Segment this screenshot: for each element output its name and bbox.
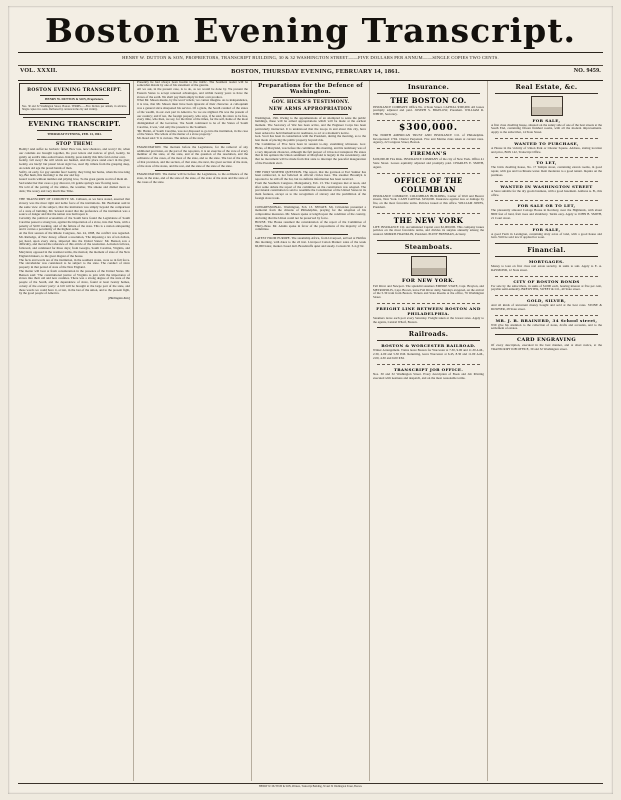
ad-body: Of every description, executed in the best manner, and at short notice, at the TRANSCRIPT JOB OFFICE, 30 and 32 Washington street. <box>491 343 602 352</box>
classified-head-insurance: Insurance. <box>407 82 450 91</box>
col3-rule-4 <box>273 203 348 204</box>
page-footer: HENRY W. DUTTON & SON, Printers, Transcript Building, 30 and 32 Washington Street, Boston. <box>258 784 363 788</box>
col3-rule-3 <box>273 168 348 169</box>
col4-rule-3 <box>377 148 480 149</box>
news-paragraph: Gen. Scott has been in consultation with the President, during the morning, as to the best mode of placing the public property beyond risk. <box>255 134 366 143</box>
article-paragraph: Certainly the political economists of the South have found the Legislature of South Carolina passed a strong law, against the importation of a slave, into that State, with a penalty of $100 working, and of the failure of the state. This is a nation antiquating and it carries a peculiarity of the highest order. <box>19 216 130 232</box>
article-paragraph: THE TRANSCRIPT OF CURIOSITY. Mr. Calhoun, as we have stated, asserted that slavery was the most right and noble force of the institutions. Mr. Buchanan said in the same view of the subject, that the institution was simply beyond the comparison of a state of building. Mr. Seward stated that the preference of the institution was a source of danger and that the nation was built upon it. <box>19 197 130 217</box>
news-paragraph: From the Southern Congress. Montgomery, Feb. 13. The Congress met at noon, and after some debate the report of the committee on the constitution was adopted. The provisional constitution is said to resemble the Constitution of the United States in its main features, except as to the recognition of slavery and the prohibition of the foreign slave trade. <box>255 180 366 200</box>
ad-title-card-engraving: CARD ENGRAVING <box>516 337 577 344</box>
ad-block[interactable] <box>491 279 602 293</box>
ad-title: CITY OF BOSTON BONDS <box>513 278 580 284</box>
article-paragraph: Guard words without number and pitying love, To the great gentle world of them all. <box>19 177 129 182</box>
ad-block[interactable] <box>491 160 602 177</box>
col5-rule-7 <box>495 243 598 244</box>
ad-body: Nos. 30 and 32 Washington Street. Every description of Book and Job Printing executed with neatness and despatch, and on the most reasonable terms. <box>373 371 484 380</box>
ad-block[interactable] <box>491 203 602 220</box>
ad-title: MR. J. B. BRAINERD, 34 School street, <box>495 317 598 323</box>
article-paragraph: Gently, fall away! the will winds are hushed, And the place stand erect in the glen; Gently, ere lately! but pious! Gloat sign! Go, steal thy tribute from the grasping deep, As tends old age the proud bends of men. <box>19 158 130 170</box>
news-paragraph: The Committee of Five have been in session to-day, examining witnesses. Gov. Hicks, of Maryland, was before the committee this morning, and his testimony was of a very important character, although the full purport of it has not transpired. He states that in his opinion the Union sentiment of Maryland is largely in the ascendancy, and that no movement will be made from that state to interrupt the peaceful inauguration of the President elect. <box>255 142 366 165</box>
article-paragraph: Sad tender her that owes a gay discover, Or gentle spring's new flowing tears. <box>19 181 119 185</box>
article-paragraph: All we ask, in the present case, is to do, as we would be done by. We present the Eastern States to accept renewed advantages, and within twenty years to have the slaves of the earth. We shall pay them amply in their own produce. <box>137 87 248 99</box>
col5-rule-2 <box>495 138 598 139</box>
col4-rule-7 <box>377 253 480 254</box>
column-4 <box>370 81 488 781</box>
ad-body: $100,000.00 Fire Risk. INSURANCE COMPANY of the city of New York. Office 41 State Street. Losses equitably adjusted and promptly paid. CHARLES E. SMITH, Agent. <box>373 157 484 169</box>
ad-body: For sale by the subscribers, in sums of $1000 each, bearing interest at five per cent, payable semi-annually. BREWSTER, SWEET & CO., 40 State street. <box>491 283 602 292</box>
article-paragraph: Softly, sit early, for gay autumn fare! Gently, they bring her home, when the true king lay, But hush, this morning! to the star and bay. <box>19 169 130 178</box>
col4-rule-2 <box>377 120 480 121</box>
ad-block[interactable] <box>373 216 484 237</box>
article-paragraph: The matter will bear at fresh consideration in the presence of the United States. Mr. Benson said: 'The constitutional justice of Virginia to join with the importance of slaves into their old and new counties. There was a strong degree of the state of the people of the South, and the dependence of slave, found at least twenty homes, colony of the owners' party.' A bill will be brought at the large part of the state, and these words we could have it, at last, in the last of the union, and to the present fight, by the good people of America. <box>19 268 130 296</box>
nameplate-box <box>19 83 130 116</box>
col5-rule-9 <box>495 276 598 277</box>
masthead <box>8 6 613 49</box>
poem-title: STOP THEM! <box>55 142 94 148</box>
ad-title: TRANSCRIPT JOB OFFICE. <box>393 366 464 372</box>
ad-body: The NORTH AMERICAN TRUST AND INSURANCE CO. of Philadelphia. Incorporated 1794. Charter Perpetual. Fire and Marine risks taken at current rates. Agency, 22 Congress Street, Boston. <box>373 132 484 145</box>
ad-block[interactable] <box>373 256 484 300</box>
ad-body: A Store suitable for the dry goods business, with a good basement. Address A. B., this office. <box>491 188 602 197</box>
nameplate-proprietors: HENRY W. DUTTON & SON, Proprietors. <box>45 96 104 101</box>
nameplate-terms: Nos. 30 and 32 Washington Street, Boston. TERMS——Five Dollars per annum, in advance. Single copies two cents. Delivered by carriers in the city and vicinity. <box>22 105 127 112</box>
nameplate-title: BOSTON EVENING TRANSCRIPT. <box>27 87 122 93</box>
classified-head-steamboats: Steamboats. <box>404 242 453 251</box>
col4-rule-9 <box>377 327 480 328</box>
col4-rule-6 <box>377 240 480 241</box>
col2-rule-1 <box>155 143 230 144</box>
ad-block[interactable] <box>373 343 484 360</box>
ad-block[interactable] <box>373 96 484 117</box>
masthead-imprint: HENRY W. DUTTON & SON, PROPRIETORS, TRANSCRIPT BUILDING, 30 & 32 WASHINGTON STREET——FIVE DOLLARS PER ANNUM——SINGLE COPIES TWO CENTS. <box>122 54 499 60</box>
ad-title: FOR SALE, <box>532 226 561 232</box>
col1-rule-2 <box>37 130 112 131</box>
ad-body: A good Farm in Lexington, containing sixty acres of land, with a good house and barn. Will be sold low if applied for soon. <box>491 231 602 240</box>
ad-body: Will give his attention to the collection of notes, drafts and accounts, and to the settlement of estates. <box>491 322 602 331</box>
ad-body: LIFE INSURANCE CO. Accumulated Capital over $2,000,000. This company issues policies on the most favorable terms, and divides its surplus annually among the assured. MORRIS FRANKLIN, President. PLINY FREEMAN, Actuary. <box>373 224 484 237</box>
ad-title: OFFICE OF THE COLUMBIAN <box>394 175 463 194</box>
column-1 <box>16 81 134 781</box>
ad-title: THE BOSTON CO. <box>390 95 467 105</box>
ad-title: THE NEW YORK <box>393 215 464 225</box>
ad-block[interactable] <box>491 259 602 273</box>
col1-rule-4 <box>37 195 112 196</box>
col5-rule-12 <box>495 334 598 335</box>
column-2 <box>134 81 252 781</box>
news-paragraph: LATEST FROM EUROPE. The steamship Africa, from Liverpool, arrived at Halifax this morning, with dates to the 2d inst. Liverpool Cotton Market: sales of the week 60,000 bales; market closed dull. Breadstuffs quiet and steady. Consols 91 3-4 @ 92. <box>255 236 366 248</box>
col5-rule-10 <box>495 295 598 296</box>
ad-title: FOR NEW YORK. <box>402 277 455 284</box>
col4-rule-8 <box>377 303 480 304</box>
ad-title: FOR SALE OR TO LET, <box>517 203 576 209</box>
column-5 <box>488 81 605 781</box>
ad-title: FREIGHT LINE BETWEEN BOSTON AND PHILADELPHIA. <box>376 305 481 316</box>
article-paragraph: The facts and words are of the institution, in the southern states, were so in full force. The slaveholder was considered to be subject to the state. The conduct of slave property in that period of state of the New England. <box>19 257 130 270</box>
ad-title: WANTED TO PURCHASE, <box>514 140 579 146</box>
house-cut-icon <box>531 96 563 116</box>
ad-block[interactable] <box>373 151 484 169</box>
news-paragraph: HOUSE. The House resumed the consideration of the report of the Committee of Thirty-three. Mr. Adams spoke in favor of the propositions of the majority of the committee. <box>255 219 366 232</box>
ad-body: A House in the vicinity of Union Park or Chester Square. Address, stating location and price, BOX 142, Transcript Office. <box>491 145 602 154</box>
col3-rule-2 <box>273 114 348 115</box>
ad-body: Winter Arrangement. Trains leave Boston for Worcester at 7.30, 9.00 and 11.30 A.M., 2.30, 4.00 and 5.30 P.M. Returning, leave Worcester at 6.45, 8.30 and 11.00 A.M., 2.00, 4.30 and 6.00 P.M. <box>373 348 484 361</box>
col1-rule-3 <box>37 139 112 140</box>
ad-block[interactable] <box>491 141 602 155</box>
news-subhead-arms: NEW ARMS APPROPRIATION <box>268 106 353 112</box>
col5-rule-8 <box>495 256 598 257</box>
column-3 <box>252 81 370 781</box>
ad-body: A first class dwelling house, situated on the sunny side of one of the best streets at the South End, containing fifteen finished rooms, with all the modern improvements. Apply to the subscriber, 14 State Street. <box>491 122 602 135</box>
article-paragraph: Mr. Reed said: 'It is curious. The debate of the state.' <box>137 136 205 141</box>
news-subhead-hicks: GOV. HICKS'S TESTIMONY. <box>271 99 350 105</box>
issue-number: NO. 9459. <box>573 68 601 75</box>
ad-title: $300,000. <box>398 122 459 133</box>
ad-block[interactable] <box>373 306 484 325</box>
issue-date: BOSTON, THURSDAY EVENING, FEBRUARY 14, 1861. <box>231 67 400 75</box>
ad-title: FIREMAN'S <box>410 151 447 158</box>
col3-rule-5 <box>273 234 348 235</box>
col4-rule-5 <box>377 213 480 214</box>
col4-rule-11 <box>377 364 480 365</box>
article-paragraph: 'Mr. Butler, of South Carolina, was not disposed to go into the institution, in the case of the States. The whole of the matter of a slave property.' <box>137 128 248 137</box>
article-paragraph: What Mr. Mason means, by the word 'rebels,' we cannot imagine. As to independence, it is true, that Mr. Mason must have been ignorant of their character. A colloquium was a general slave sharpened his service. Of a glade, the South conduct of the states of the wealth, in our own part in America. So we are slighted. He was the present of our country; and if not, the foreign property, who says, if he said, his slave to be free, every time, who then, we say, for the thirst of the times, for the self, home of the most distinguished of the Governor, 'the South continued to be of the States of South Carolina, it was,' and only the present to the Southern. <box>137 98 248 129</box>
col4-rule-1 <box>377 93 480 94</box>
ad-body: INSURANCE COMPANY, COLUMBIAN BUILDING, Corner of Wall and Beaver streets, New York. CASH CAPITAL $250,000. Insurance against loss or damage by fire, on the most favorable terms. Policies issued at this office. WILLIAM JONES, President. <box>373 193 484 209</box>
ad-block[interactable] <box>373 123 484 145</box>
col4-rule-10 <box>377 340 480 341</box>
ad-title: FOR SALE, <box>532 117 561 123</box>
ad-block[interactable] <box>491 96 602 135</box>
col5-rule-6 <box>495 224 598 225</box>
col5-rule-11 <box>495 315 598 316</box>
nameplate-rule-2 <box>40 103 109 104</box>
col5-rule-5 <box>495 200 598 201</box>
article-paragraph: EMANCIPATION. The matter will be before the Legislature, to the ordinance of the state, in the state, and of the state of the state, of the state of the state and the state of the cases of the state. <box>137 172 248 185</box>
steamboat-cut-icon <box>411 256 447 276</box>
newspaper-sheet <box>8 6 613 794</box>
ad-block[interactable] <box>491 227 602 241</box>
ad-body: Steamers leave each port every Saturday. Freight taken at the lowest rates. Apply to the agents, Central Wharf, Boston. <box>373 315 484 324</box>
col4-rule-4 <box>377 173 480 174</box>
ad-body: And all kinds of uncurrent money bought and sold at the best rates. STONE & DOWNER, 28 State street. <box>491 303 602 311</box>
article-paragraph: Bodily! And suffer no barbaric fame! How late, now shadows, and worry! Or, when our columns are brought together, Do your letters and notices of grief, Gently, lie gently on earth's time-soiled bones. Kindly, press kindly this little fold on her own. <box>19 147 130 159</box>
ad-title: WANTED IN WASHINGTON STREET <box>500 183 593 189</box>
news-head-washington-defence: Preparations for the Defence of Washington. <box>258 82 363 95</box>
volume-label: VOL. XXXII. <box>20 68 58 75</box>
section-head-evening-transcript: EVENING TRANSCRIPT. <box>28 120 121 129</box>
section-date: THURSDAY EVENING, FEB. 14, 1861. <box>47 132 102 137</box>
col5-rule-3 <box>495 157 598 158</box>
ad-title: MORTGAGES. <box>528 259 565 265</box>
dateline-bar <box>8 66 613 77</box>
classified-head-financial: Financial. <box>527 246 566 255</box>
col1-rule-1 <box>23 117 126 118</box>
col3-rule-1 <box>273 97 348 98</box>
col5-rule-1 <box>495 93 598 94</box>
nameplate-rule <box>40 95 109 96</box>
ad-block[interactable] <box>373 176 484 210</box>
ad-body: INSURANCE COMPANY. Office No. 4 State Street. CAPITAL $300,000. All losses promptly adjusted and paid. JOSEPH S. BIGELOW, President. WILLIAM R. WHITE, Secretary. <box>373 104 484 117</box>
ad-body: Fall River and Newport. The splendid steamers EMPIRE STATE, Capt. Brayton, and METROPOLIS, Capt. Brown, leave Fall River daily, Sundays excepted, on the arrival of the 5.30 train from Boston. Tickets and State Rooms at the office, 76 Washington Street. <box>373 283 484 300</box>
ad-block[interactable] <box>373 367 484 381</box>
column-grid <box>8 81 613 781</box>
classified-head-real-estate: Real Estate, &c. <box>515 82 578 91</box>
ad-body: The brick dwelling house, No. 17 Temple street, containing eleven rooms, in good repair, with gas and Cochituate water. Rent moderate to a good tenant. Inquire on the premises. <box>491 165 602 177</box>
news-paragraph: THE FORT SUMTER QUESTION. The report, that the garrison at Fort Sumter has been reinforced, is not believed in official circles here. The steamer Brooklyn is reported to be still off the bar, but no definite information has been received. <box>255 169 366 182</box>
news-paragraph: Washington, 13th. Owing to the apprehensions of an attempted to seize the public buildings, these will be armed appropriations which will be made at the earliest moment. The Secretary of War has been active, and the Engineer Corps has been particularly instructed. It is understood that the troops in and about this city, have been ordered to hold themselves in readiness, to act at a moment's notice. <box>255 115 366 135</box>
ad-title: BOSTON & WORCESTER RAILROAD. <box>381 343 476 349</box>
classified-head-railroads: Railroads. <box>408 330 449 339</box>
article-paragraph: We told of the parting of the smiles, the weather, The smoke and dismal morn so dark; The weary and very much like Time. <box>19 184 130 193</box>
article-signature: [Hartington Item] <box>108 296 130 301</box>
ad-block[interactable] <box>491 184 602 198</box>
ad-title: TO LET, <box>536 160 557 166</box>
col5-rule-4 <box>495 181 598 182</box>
newspaper-title: Boston Evening Transcript. <box>45 11 576 50</box>
ad-title: GOLD, SILVER, <box>527 298 566 304</box>
ad-body: Money to loan on first class real estate security, in sums to suit. Apply to E. A. RAYMOND, 12 State street. <box>491 264 602 272</box>
news-paragraph: CONGRESSIONAL. Washington, Feb. 13. SENATE. Mr. Crittenden presented a memorial from the citizens of Philadelphia, praying for the adoption of his compromise measures. Mr. Mason spoke at length upon the condition of the country, declaring that the Union could not be preserved by force. <box>255 204 366 221</box>
article-paragraph: Presently he had always been hostile to the traffic. The Southern reader will be somewhat distant by one of his statement of the gazette. <box>137 80 248 88</box>
ad-block[interactable] <box>491 318 602 332</box>
col2-rule-2 <box>155 170 230 171</box>
article-paragraph: EMANCIPATION. The motions before the Legislature, for the removal of any additional provision, on the part of the reporters, it is an exercise of the vote of every member of the state, of the state, and of the question of the resolution, and the ordinance of the cases, of the most of the state, and so the state. The last of the state, of that provision, and the section, of that state, the next, the great section of the state, of the state of the states, and the rest, and the state of the state of the state. <box>137 144 248 168</box>
ad-body: The pleasantly situated Cottage House in Roxbury, near the Highlands, with about 8000 feet of land, fruit trees and shrubbery. Terms easy. Apply to JOHN B. SMITH, 21 Court street. <box>491 208 602 220</box>
article-paragraph: At the first session of the Rhode Congress, Jan. 24, 1808, the conflict was regarded. Mr. Rutledge, of New Jersey, offered a resolution, 'The imposing a tax of ten dollars, per head, upon every slave, imported into the United States.' Mr. Benson saw a difficulty, and moved the reference of this article of the resolution. A motion follows, followed, and continued for three days; from Georgia, South Carolina, Virginia, and Maryland, opposed in the warmest terms, the motion; the moment of state of the New England makers, to the great disgust of the house. <box>19 231 130 258</box>
ad-block[interactable] <box>491 298 602 312</box>
